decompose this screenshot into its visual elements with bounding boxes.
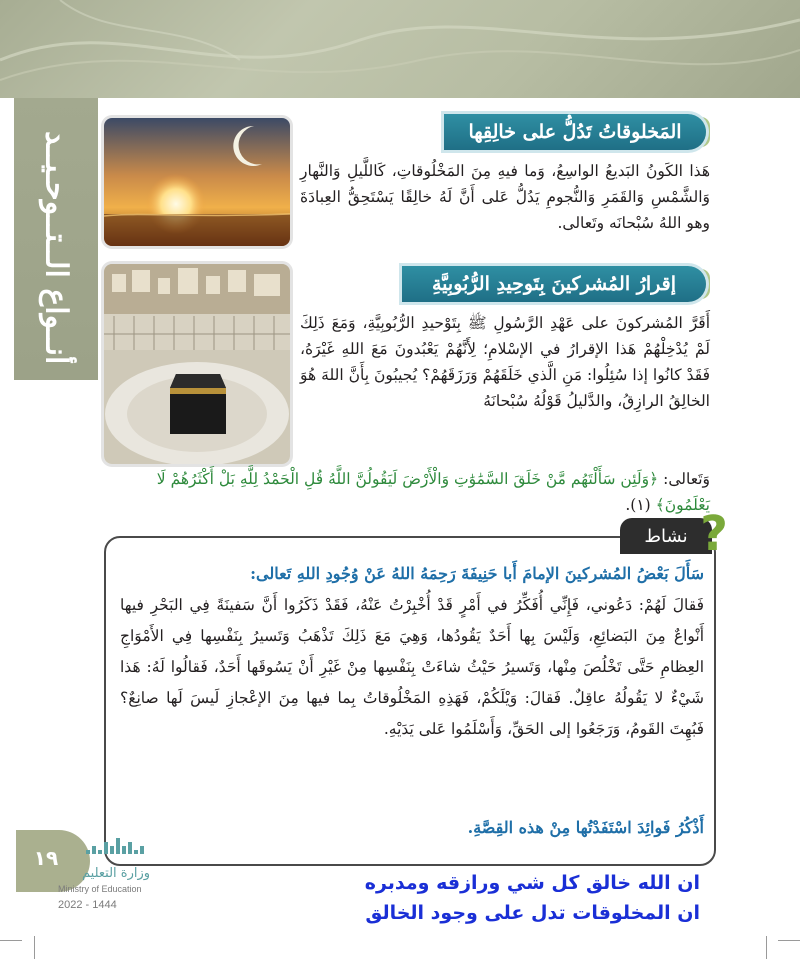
ministry-logo-icon bbox=[84, 832, 150, 862]
verse-prefix: وَتَعالى: bbox=[663, 470, 710, 488]
sunset-moon-photo bbox=[104, 118, 290, 246]
edition-year: 2022 - 1444 bbox=[58, 899, 117, 911]
quran-verse: ﴿وَلَئِن سَأَلْتَهُم مَّنْ خَلَقَ السَّمَٰوَٰتِ وَالْأَرْضَ لَيَقُولُنَّ اللَّهُ قُلِ الْحَمْدُ لِلَّهِ بَلْ أَكْثَرُهُمْ لَا يَعْلَمُونَ﴾ bbox=[156, 470, 710, 514]
question-mark-icon: ? bbox=[700, 506, 728, 562]
section-2-paragraph: أَقَرَّ المُشركونَ على عَهْدِ الرَّسُولِ ﷺ بِتَوْحيدِ الرُّبُوبِيَّةِ، وَمَعَ ذَلِكَ لَمْ يُدْخِلْهُمْ هَذا الإقرارُ في الإسْلامِ؛ لِأَنَّهُمْ يَعْبُدونَ مَعَ اللهِ غَيْرَهُ، فَقَدْ كانُوا إذا سُئِلُوا: مَنِ الَّذي خَلَقَهُمْ وَرَزَقَهُمْ؟ يُجيبُونَ بِأَنَّ اللهَ هُوَ الخالِقُ الرازِقُ، والدَّليلُ قَوْلُهُ سُبْحانَهُ bbox=[300, 314, 710, 410]
ministry-name-english: Ministry of Education bbox=[58, 884, 142, 894]
page-number: ١٩ bbox=[33, 846, 59, 870]
crop-mark bbox=[0, 940, 22, 941]
activity-task: أَذْكُرُ فَوائِدَ اسْتَفَدْتُها مِنْ هذه القِصَّةِ. bbox=[467, 818, 704, 837]
unit-side-title: أنــواع الــتــوحـيــد bbox=[38, 130, 74, 364]
section-1-paragraph: هَذا الكَونُ البَديعُ الواسِعُ، وَما فيهِ مِنَ المَخْلُوقاتِ، كَاللَّيلِ وَالنَّهارِ وَالشَّمْسِ وَالقَمَرِ وَالنُّجومِ يَدُلُّ عَلى أَنَّ لَهُ خالِقًا يَسْتَحِقُّ العِبادَةَ وهو اللهُ سُبْحانَه وتَعالى. bbox=[300, 162, 710, 232]
section-heading-polytheists: إقرارُ المُشركينَ بِتَوحِيدِ الرُّبُوبِيَّةِ bbox=[402, 266, 706, 302]
crop-mark bbox=[766, 936, 767, 959]
crop-mark bbox=[778, 940, 800, 941]
answer-line-2: ان المخلوقات تدل على وجود الخالق bbox=[365, 902, 700, 924]
top-band-swirl-pattern bbox=[0, 0, 800, 98]
activity-story: فَقالَ لَهُمْ: دَعُوني، فَإِنِّي أُفَكِّرُ في أَمْرٍ قَدْ أُخْبِرْتُ عَنْهُ، فَقَدْ ذَكَرُوا أَنَّ سَفينَةً فِي البَحْرِ فيها أَنْواعٌ مِنَ البَضائِعِ، وَلَيْسَ بِها أَحَدٌ يَقُودُها، وَهِيَ مَعَ ذَلِكَ تَذْهَبُ وَتَسيرُ بِنَفْسِها فِي الأَمْوَاجِ العِظامِ حَتَّى تَخْلُصَ مِنْها، وَتَسيرُ حَيْثُ شاءَتْ بِنَفْسِها مِنْ غَيْرِ أَنْ يَسُوقَها أَحَدٌ، فَقالُوا لَهُ: هَذا شَيْءٌ لا يَقُولُهُ عاقِلٌ. فَقالَ: وَيْلَكُمْ، فَهَذِهِ المَخْلُوقاتُ بِما فيها مِنَ الإعْجازِ لَيسَ لَها صانِعٌ؟ فَبُهِتَ القَومُ، وَرَجَعُوا إلى الحَقِّ، وَأَسْلَمُوا عَلى يَدَيْهِ. bbox=[120, 596, 704, 738]
section-2-verse-line bbox=[104, 466, 710, 518]
answer-line-1: ان الله خالق كل شي ورازقه ومدبره bbox=[364, 872, 700, 894]
crop-mark bbox=[34, 936, 35, 959]
activity-tab: نشاط bbox=[620, 518, 712, 554]
section-heading-creations: المَخلوقاتُ تَدُلُّ على خالِقِها bbox=[444, 114, 706, 150]
ministry-name-arabic: وزارة التعليم bbox=[82, 866, 151, 881]
activity-title: سَأَلَ بَعْضُ المُشركينَ الإمامَ أَبا حَنِيفَةَ رَحِمَهُ اللهُ عَنْ وُجُودِ اللهِ تَعالى: bbox=[250, 564, 704, 583]
kaaba-mecca-photo bbox=[104, 264, 290, 464]
verse-footnote: (١). bbox=[625, 496, 651, 514]
